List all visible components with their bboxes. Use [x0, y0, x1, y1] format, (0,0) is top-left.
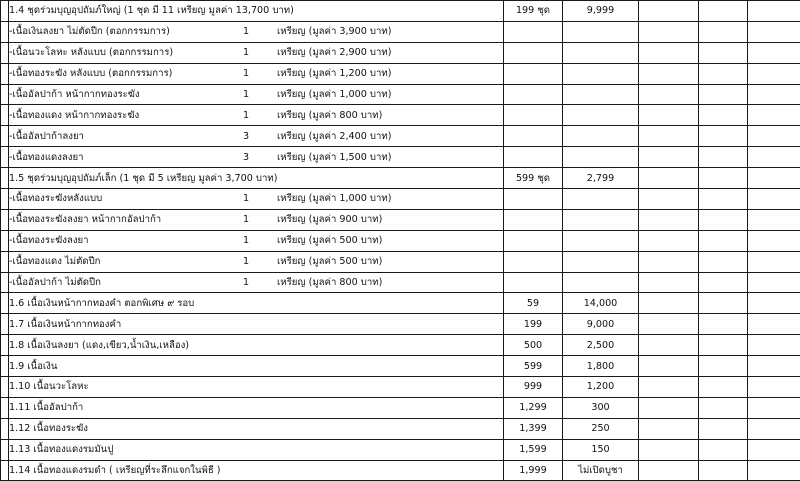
empty-cell-3 [748, 418, 800, 439]
sub-item-value: เหรียญ (มูลค่า 500 บาท) [277, 252, 382, 271]
price-cell [563, 209, 639, 230]
row-margin-cell [1, 377, 9, 398]
row-margin-cell [1, 397, 9, 418]
empty-cell-2 [699, 1, 748, 22]
empty-cell-1 [639, 189, 699, 210]
row-margin-cell [1, 21, 9, 42]
row-margin-cell [1, 1, 9, 22]
sub-item-count: 1 [243, 85, 249, 104]
sub-item-wrap [9, 210, 503, 229]
sub-item-count: 1 [243, 64, 249, 83]
row-margin-cell [1, 209, 9, 230]
table-subrow [1, 42, 800, 63]
sub-item-count: 1 [243, 252, 249, 271]
row-margin-cell [1, 251, 9, 272]
empty-cell-1 [639, 147, 699, 168]
sub-item-name: -เนื้อทองระฆัง หลังแบบ (ตอกกรรมการ) [9, 64, 172, 83]
sub-item-wrap [9, 64, 503, 83]
sub-item-wrap [9, 22, 503, 41]
quantity-cell: 599 [504, 356, 563, 377]
sub-item-count: 3 [243, 148, 249, 167]
empty-cell-2 [699, 439, 748, 460]
row-margin-cell [1, 105, 9, 126]
row-margin-cell [1, 189, 9, 210]
table-row [1, 1, 800, 22]
quantity-cell: 500 [504, 335, 563, 356]
table-subrow [1, 105, 800, 126]
quantity-cell [504, 126, 563, 147]
empty-cell-1 [639, 84, 699, 105]
empty-cell-3 [748, 63, 800, 84]
sub-item-count: 1 [243, 189, 249, 208]
sub-item-cell [9, 272, 504, 293]
price-cell [563, 126, 639, 147]
empty-cell-3 [748, 439, 800, 460]
price-cell [563, 189, 639, 210]
empty-cell-3 [748, 230, 800, 251]
empty-cell-2 [699, 460, 748, 481]
quantity-cell [504, 251, 563, 272]
price-cell: 2,799 [563, 168, 639, 189]
empty-cell-3 [748, 189, 800, 210]
empty-cell-1 [639, 251, 699, 272]
quantity-cell: 1,999 [504, 460, 563, 481]
sub-item-wrap [9, 85, 503, 104]
empty-cell-1 [639, 439, 699, 460]
empty-cell-1 [639, 418, 699, 439]
empty-cell-1 [639, 126, 699, 147]
empty-cell-1 [639, 335, 699, 356]
sub-item-wrap [9, 273, 503, 292]
quantity-cell [504, 209, 563, 230]
sub-item-count: 1 [243, 43, 249, 62]
empty-cell-2 [699, 377, 748, 398]
empty-cell-2 [699, 335, 748, 356]
sub-item-name: -เนื้อนวะโลหะ หลังแบบ (ตอกกรรมการ) [9, 43, 173, 62]
item-label-cell: 1.8 เนื้อเงินลงยา (แดง,เขียว,น้ำเงิน,เหลือง) [9, 335, 504, 356]
table-row [1, 377, 800, 398]
table-row [1, 335, 800, 356]
row-margin-cell [1, 147, 9, 168]
empty-cell-2 [699, 21, 748, 42]
sub-item-wrap [9, 148, 503, 167]
price-cell [563, 272, 639, 293]
empty-cell-1 [639, 356, 699, 377]
empty-cell-2 [699, 293, 748, 314]
sub-item-cell [9, 84, 504, 105]
price-cell [563, 42, 639, 63]
empty-cell-2 [699, 209, 748, 230]
empty-cell-3 [748, 42, 800, 63]
table-subrow [1, 251, 800, 272]
row-margin-cell [1, 230, 9, 251]
price-cell: ไม่เปิดบูชา [563, 460, 639, 481]
quantity-cell: 199 [504, 314, 563, 335]
quantity-cell [504, 105, 563, 126]
sub-item-value: เหรียญ (มูลค่า 2,400 บาท) [277, 127, 391, 146]
table-subrow [1, 21, 800, 42]
row-margin-cell [1, 84, 9, 105]
empty-cell-1 [639, 168, 699, 189]
empty-cell-2 [699, 418, 748, 439]
empty-cell-1 [639, 272, 699, 293]
sub-item-value: เหรียญ (มูลค่า 1,200 บาท) [277, 64, 391, 83]
empty-cell-3 [748, 168, 800, 189]
empty-cell-1 [639, 377, 699, 398]
empty-cell-1 [639, 314, 699, 335]
empty-cell-1 [639, 230, 699, 251]
quantity-cell [504, 230, 563, 251]
quantity-cell [504, 272, 563, 293]
item-label-cell: 1.9 เนื้อเงิน [9, 356, 504, 377]
sub-item-cell [9, 42, 504, 63]
item-label-cell: 1.6 เนื้อเงินหน้ากากทองคำ ตอกพิเศษ ๙ รอบ [9, 293, 504, 314]
sub-item-value: เหรียญ (มูลค่า 500 บาท) [277, 231, 382, 250]
sub-item-count: 1 [243, 106, 249, 125]
sub-item-count: 1 [243, 22, 249, 41]
sub-item-name: -เนื้อทองแดงลงยา [9, 148, 84, 167]
quantity-cell [504, 84, 563, 105]
sub-item-value: เหรียญ (มูลค่า 800 บาท) [277, 273, 382, 292]
sub-item-value: เหรียญ (มูลค่า 1,000 บาท) [277, 189, 391, 208]
table-row [1, 397, 800, 418]
quantity-cell: 599 ชุด [504, 168, 563, 189]
row-margin-cell [1, 460, 9, 481]
quantity-cell [504, 21, 563, 42]
empty-cell-2 [699, 189, 748, 210]
price-cell [563, 230, 639, 251]
empty-cell-3 [748, 314, 800, 335]
table-subrow [1, 189, 800, 210]
price-cell: 9,999 [563, 1, 639, 22]
sub-item-name: -เนื้ออัลปาก้าลงยา [9, 127, 84, 146]
quantity-cell: 1,299 [504, 397, 563, 418]
empty-cell-1 [639, 63, 699, 84]
table-subrow [1, 84, 800, 105]
table-row [1, 314, 800, 335]
sub-item-name: -เนื้อทองระฆังลงยา หน้ากากอัลปาก้า [9, 210, 161, 229]
item-label-cell: 1.11 เนื้ออัลปาก้า [9, 397, 504, 418]
price-cell [563, 84, 639, 105]
quantity-cell: 59 [504, 293, 563, 314]
sub-item-value: เหรียญ (มูลค่า 1,000 บาท) [277, 85, 391, 104]
price-cell: 9,000 [563, 314, 639, 335]
row-margin-cell [1, 356, 9, 377]
table-subrow [1, 147, 800, 168]
row-margin-cell [1, 314, 9, 335]
sub-item-wrap [9, 189, 503, 208]
empty-cell-2 [699, 63, 748, 84]
empty-cell-3 [748, 209, 800, 230]
quantity-cell: 1,599 [504, 439, 563, 460]
sub-item-cell [9, 251, 504, 272]
empty-cell-3 [748, 377, 800, 398]
empty-cell-2 [699, 168, 748, 189]
group-label-cell: 1.5 ชุดร่วมบุญอุปถัมภ์เล็ก (1 ชุด มี 5 เหรียญ มูลค่า 3,700 บาท) [9, 168, 504, 189]
price-cell: 300 [563, 397, 639, 418]
price-cell: 1,800 [563, 356, 639, 377]
sub-item-value: เหรียญ (มูลค่า 900 บาท) [277, 210, 382, 229]
sub-item-wrap [9, 252, 503, 271]
empty-cell-3 [748, 293, 800, 314]
sub-item-name: -เนื้ออัลปาก้า หน้ากากทองระฆัง [9, 85, 140, 104]
sub-item-cell [9, 209, 504, 230]
empty-cell-3 [748, 84, 800, 105]
table-subrow [1, 63, 800, 84]
empty-cell-2 [699, 126, 748, 147]
quantity-cell [504, 147, 563, 168]
price-cell: 2,500 [563, 335, 639, 356]
table-row [1, 356, 800, 377]
empty-cell-3 [748, 126, 800, 147]
table-row [1, 439, 800, 460]
sub-item-cell [9, 230, 504, 251]
row-margin-cell [1, 272, 9, 293]
sub-item-name: -เนื้อทองแดง หน้ากากทองระฆัง [9, 106, 139, 125]
item-label-cell: 1.10 เนื้อนวะโลหะ [9, 377, 504, 398]
empty-cell-2 [699, 42, 748, 63]
sub-item-name: -เนื้อทองระฆังลงยา [9, 231, 89, 250]
empty-cell-3 [748, 397, 800, 418]
sub-item-value: เหรียญ (มูลค่า 800 บาท) [277, 106, 382, 125]
row-margin-cell [1, 42, 9, 63]
empty-cell-1 [639, 460, 699, 481]
row-margin-cell [1, 126, 9, 147]
empty-cell-3 [748, 251, 800, 272]
empty-cell-3 [748, 272, 800, 293]
sub-item-value: เหรียญ (มูลค่า 3,900 บาท) [277, 22, 391, 41]
row-margin-cell [1, 168, 9, 189]
empty-cell-2 [699, 314, 748, 335]
sub-item-value: เหรียญ (มูลค่า 1,500 บาท) [277, 148, 391, 167]
group-label-cell: 1.4 ชุดร่วมบุญอุปถัมภ์ใหญ่ (1 ชุด มี 11 เหรียญ มูลค่า 13,700 บาท) [9, 1, 504, 22]
price-cell [563, 63, 639, 84]
table-row [1, 293, 800, 314]
empty-cell-3 [748, 147, 800, 168]
sub-item-name: -เนื้อทองระฆังหลังแบบ [9, 189, 102, 208]
empty-cell-1 [639, 1, 699, 22]
sub-item-cell [9, 189, 504, 210]
empty-cell-3 [748, 21, 800, 42]
empty-cell-2 [699, 251, 748, 272]
empty-cell-2 [699, 105, 748, 126]
sub-item-cell [9, 105, 504, 126]
price-cell [563, 251, 639, 272]
table-subrow [1, 230, 800, 251]
item-label-cell: 1.13 เนื้อทองแดงรมมันปู [9, 439, 504, 460]
quantity-cell [504, 42, 563, 63]
price-cell [563, 21, 639, 42]
sub-item-wrap [9, 127, 503, 146]
sub-item-count: 1 [243, 210, 249, 229]
quantity-cell: 1,399 [504, 418, 563, 439]
price-cell [563, 147, 639, 168]
empty-cell-3 [748, 335, 800, 356]
row-margin-cell [1, 63, 9, 84]
sub-item-count: 3 [243, 127, 249, 146]
row-margin-cell [1, 439, 9, 460]
empty-cell-1 [639, 105, 699, 126]
price-cell: 1,200 [563, 377, 639, 398]
table-row [1, 168, 800, 189]
table-subrow [1, 126, 800, 147]
sub-item-name: -เนื้ออัลปาก้า ไม่ตัดปีก [9, 273, 101, 292]
price-cell [563, 105, 639, 126]
sub-item-wrap [9, 43, 503, 62]
quantity-cell: 199 ชุด [504, 1, 563, 22]
table-subrow [1, 272, 800, 293]
empty-cell-1 [639, 209, 699, 230]
empty-cell-1 [639, 397, 699, 418]
empty-cell-2 [699, 356, 748, 377]
empty-cell-3 [748, 460, 800, 481]
sub-item-count: 1 [243, 231, 249, 250]
empty-cell-1 [639, 42, 699, 63]
empty-cell-1 [639, 21, 699, 42]
price-cell: 14,000 [563, 293, 639, 314]
empty-cell-3 [748, 105, 800, 126]
price-cell: 250 [563, 418, 639, 439]
item-label-cell: 1.14 เนื้อทองแดงรมดำ ( เหรียญที่ระลึกแจกในพิธี ) [9, 460, 504, 481]
sub-item-cell [9, 21, 504, 42]
sub-item-cell [9, 126, 504, 147]
sub-item-wrap [9, 106, 503, 125]
table-row [1, 418, 800, 439]
empty-cell-1 [639, 293, 699, 314]
row-margin-cell [1, 335, 9, 356]
row-margin-cell [1, 293, 9, 314]
quantity-cell [504, 63, 563, 84]
sub-item-name: -เนื้อเงินลงยา ไม่ตัดปีก (ตอกกรรมการ) [9, 22, 170, 41]
empty-cell-2 [699, 272, 748, 293]
table-row [1, 460, 800, 481]
empty-cell-3 [748, 356, 800, 377]
quantity-cell: 999 [504, 377, 563, 398]
price-cell: 150 [563, 439, 639, 460]
empty-cell-2 [699, 84, 748, 105]
sub-item-name: -เนื้อทองแดง ไม่ตัดปีก [9, 252, 101, 271]
row-margin-cell [1, 418, 9, 439]
sub-item-wrap [9, 231, 503, 250]
empty-cell-2 [699, 397, 748, 418]
table-body [1, 1, 800, 481]
sub-item-cell [9, 63, 504, 84]
empty-cell-2 [699, 147, 748, 168]
sub-item-cell [9, 147, 504, 168]
empty-cell-2 [699, 230, 748, 251]
item-label-cell: 1.7 เนื้อเงินหน้ากากทองคำ [9, 314, 504, 335]
empty-cell-3 [748, 1, 800, 22]
quantity-cell [504, 189, 563, 210]
sub-item-value: เหรียญ (มูลค่า 2,900 บาท) [277, 43, 391, 62]
item-label-cell: 1.12 เนื้อทองระฆัง [9, 418, 504, 439]
table-subrow [1, 209, 800, 230]
sub-item-count: 1 [243, 273, 249, 292]
